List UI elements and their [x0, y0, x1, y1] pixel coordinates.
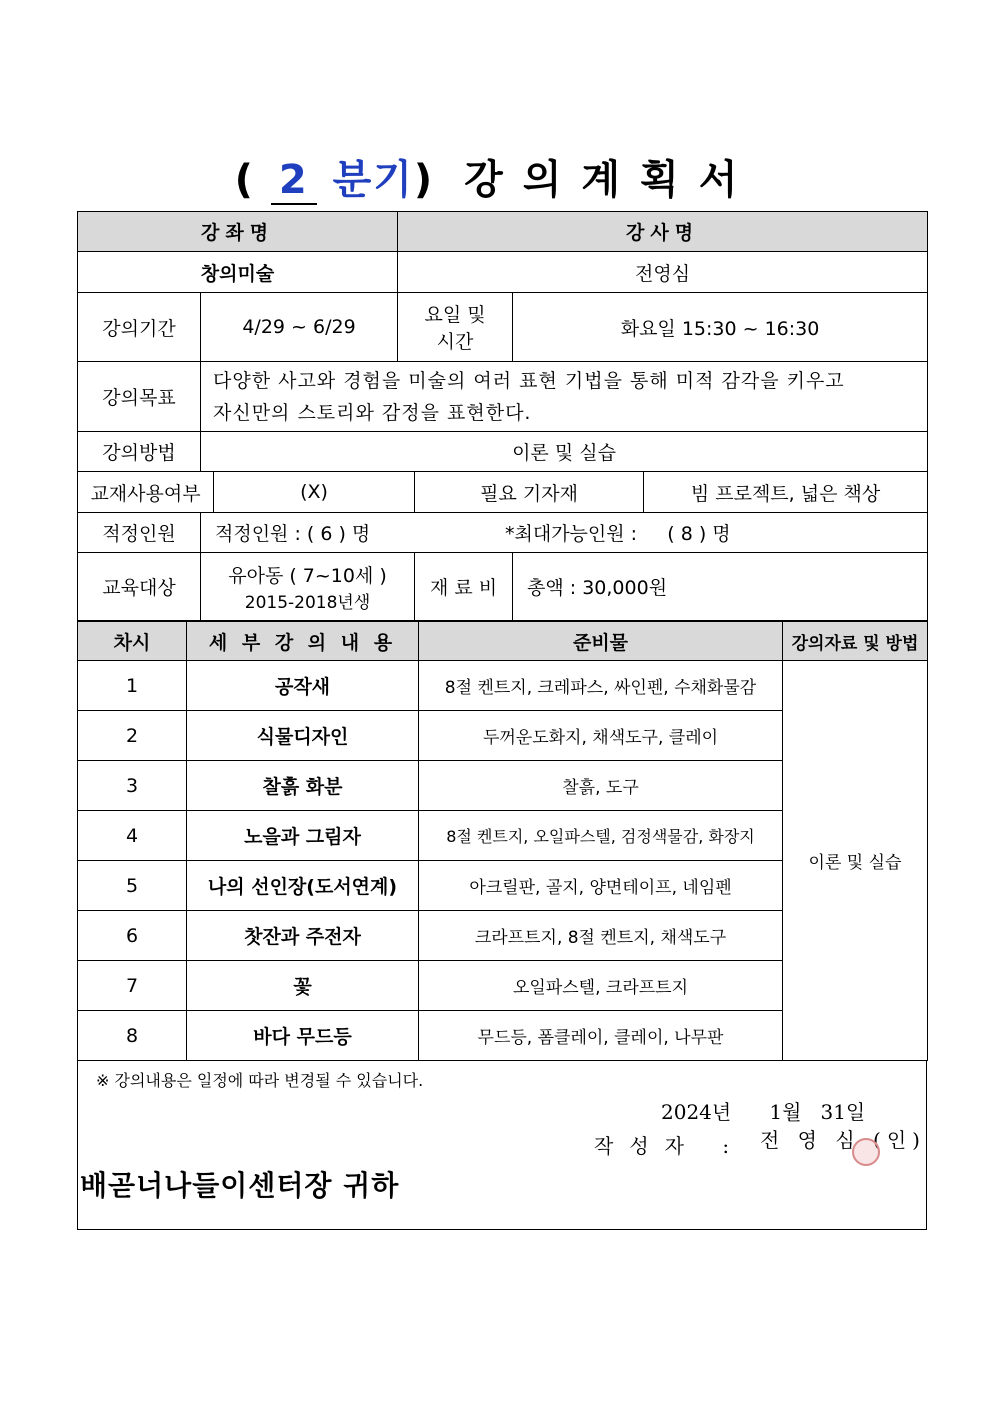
page-title: [0, 148, 992, 205]
session-number: 7: [78, 961, 187, 1011]
session-materials: 무드등, 폼클레이, 클레이, 나무판: [419, 1011, 783, 1061]
session-content: 나의 선인장(도서연계): [187, 861, 419, 911]
session-materials: 8절 켄트지, 오일파스텔, 검정색물감, 화장지: [419, 811, 783, 861]
author-name: 전 영 심 (인): [760, 1128, 926, 1152]
capacity-cell: [201, 513, 928, 553]
schedule-table: [77, 621, 928, 1061]
textbook-label: 교재사용여부: [78, 472, 214, 513]
goal-label: 강의목표: [78, 362, 201, 432]
title-quarter-number: 2: [271, 157, 317, 205]
session-materials: 크라프트지, 8절 켄트지, 채색도구: [419, 911, 783, 961]
method-value: 이론 및 실습: [201, 432, 928, 472]
time-label-line-2: 시간: [436, 331, 474, 353]
session-number: 5: [78, 861, 187, 911]
info-table: [77, 211, 928, 621]
time-value: 화요일 15:30 ~ 16:30: [513, 293, 928, 362]
target-label: 교육대상: [78, 553, 201, 621]
period-value: 4/29 ~ 6/29: [201, 293, 398, 362]
table-row: [78, 661, 928, 711]
session-number: 6: [78, 911, 187, 961]
session-content: 찻잔과 주전자: [187, 911, 419, 961]
max-capacity-value: *최대가능인원 : ( 8 ) 명: [505, 523, 731, 545]
footer-box: [77, 1060, 927, 1230]
schedule-header-materials: 준비물: [419, 622, 783, 661]
session-number: 1: [78, 661, 187, 711]
title-main: 강의계획서: [464, 157, 758, 203]
recipient: 배곧너나들이센터장 귀하: [80, 1169, 400, 1202]
goal-line-1: 다양한 사고와 경험을 미술의 여러 표현 기법을 통해 미적 감각을 키우고: [213, 369, 845, 392]
target-line-1: 유아동 ( 7~10세 ): [228, 564, 387, 587]
session-content: 바다 무드등: [187, 1011, 419, 1061]
goal-line-2: 자신만의 스토리와 감정을 표현한다.: [213, 401, 532, 424]
instructor-name: 전영심: [398, 252, 928, 293]
session-materials: 8절 켄트지, 크레파스, 싸인펜, 수채화물감: [419, 661, 783, 711]
fee-value: 총액 : 30,000원: [513, 553, 928, 621]
title-quarter-word: 분기: [332, 157, 414, 203]
session-materials: 두꺼운도화지, 채색도구, 클레이: [419, 711, 783, 761]
session-content: 꽃: [187, 961, 419, 1011]
equipment-label: 필요 기자재: [415, 472, 644, 513]
course-label: 강좌명: [78, 212, 398, 252]
schedule-header-content: 세 부 강 의 내 용: [187, 622, 419, 661]
session-materials: 찰흙, 도구: [419, 761, 783, 811]
session-number: 2: [78, 711, 187, 761]
target-value: [201, 553, 415, 621]
document-date: 2024년 1월 31일: [661, 1100, 866, 1124]
course-name: 창의미술: [78, 252, 398, 293]
change-notice: ※ 강의내용은 일정에 따라 변경될 수 있습니다.: [96, 1071, 424, 1090]
session-materials: 아크릴판, 골지, 양면테이프, 네임펜: [419, 861, 783, 911]
author-label: 작성자 :: [594, 1134, 746, 1158]
method-label: 강의방법: [78, 432, 201, 472]
session-number: 8: [78, 1011, 187, 1061]
equipment-value: 빔 프로젝트, 넓은 책상: [644, 472, 928, 513]
session-materials: 오일파스텔, 크라프트지: [419, 961, 783, 1011]
seal-stamp-icon: [852, 1138, 880, 1166]
capacity-value: 적정인원 : ( 6 ) 명: [215, 523, 371, 545]
title-open-paren: (: [234, 157, 255, 203]
target-line-2: 2015-2018년생: [244, 592, 371, 613]
session-number: 4: [78, 811, 187, 861]
session-content: 찰흙 화분: [187, 761, 419, 811]
time-label: [398, 293, 513, 362]
period-label: 강의기간: [78, 293, 201, 362]
schedule-method-value: 이론 및 실습: [783, 661, 928, 1061]
capacity-label: 적정인원: [78, 513, 201, 553]
session-content: 공작새: [187, 661, 419, 711]
session-number: 3: [78, 761, 187, 811]
schedule-header-session: 차시: [78, 622, 187, 661]
textbook-value: (X): [214, 472, 415, 513]
schedule-header-method: 강의자료 및 방법: [783, 622, 928, 661]
session-content: 식물디자인: [187, 711, 419, 761]
instructor-label: 강사명: [398, 212, 928, 252]
session-content: 노을과 그림자: [187, 811, 419, 861]
time-label-line-1: 요일 및: [424, 304, 486, 326]
fee-label: 재 료 비: [415, 553, 513, 621]
goal-value: [201, 362, 928, 432]
title-close-paren: ): [413, 157, 435, 203]
